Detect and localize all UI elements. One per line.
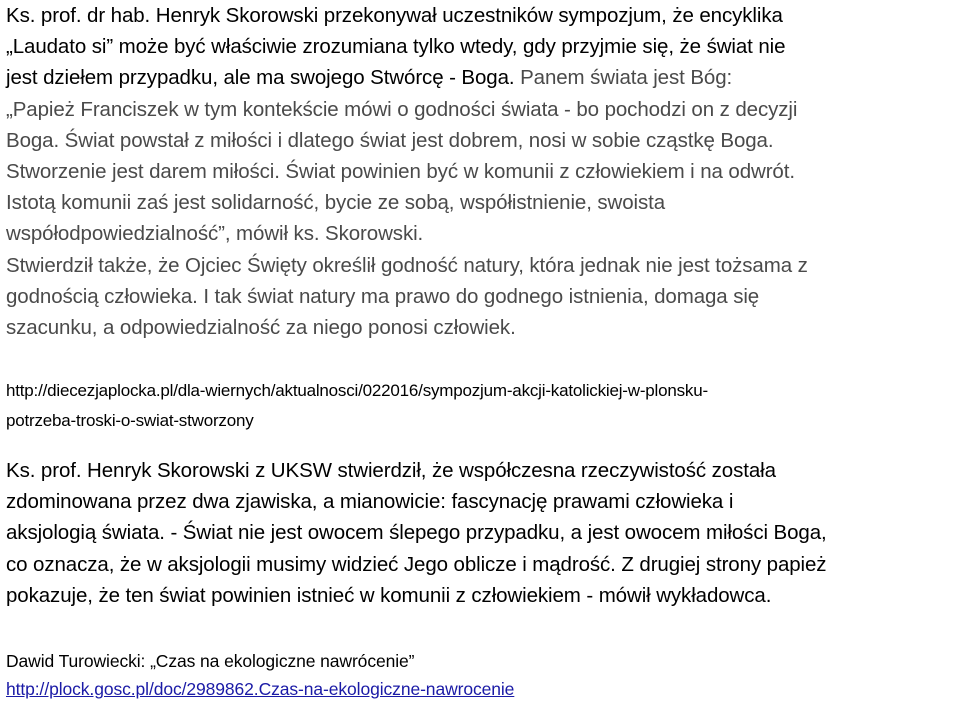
text-line: [6, 62, 808, 93]
text-line: „Laudato si” może być właściwie zrozumiana tylko wtedy, gdy przyjmie się, że świat nie: [6, 35, 786, 59]
text-line: Ks. prof. Henryk Skorowski z UKSW stwierdził, że współczesna rzeczywistość została: [6, 459, 776, 482]
text-segment-gray: Panem świata jest Bóg:: [514, 66, 733, 90]
text-segment: jest dziełem przypadku, ale ma swojego Stwórcę - Boga.: [6, 66, 515, 90]
text-line: aksjologią świata. - Świat nie jest owocem ślepego przypadku, a jest owocem miłości Boga,: [6, 521, 827, 545]
article-1-paragraph: [6, 0, 808, 343]
text-line: zdominowana przez dwa zjawiska, a mianowicie: fascynację prawami człowieka i: [6, 490, 734, 514]
text-line: Stwierdził także, że Ojciec Święty określił godność natury, która jednak nie jest tożsama z: [6, 253, 808, 277]
source-link[interactable]: http://plock.gosc.pl/doc/2989862.Czas-na-ekologiczne-nawrocenie: [6, 679, 515, 699]
text-line: potrzeba-troski-o-swiat-stworzony: [6, 411, 254, 430]
text-line: http://diecezjaplocka.pl/dla-wiernych/aktualnosci/022016/sympozjum-akcji-katolickiej-w-plonsku-: [6, 381, 708, 400]
text-line: szacunku, a odpowiedzialność za niego ponosi człowiek.: [6, 316, 516, 340]
source-1-url: [6, 376, 708, 436]
text-line: Ks. prof. dr hab. Henryk Skorowski przekonywał uczestników sympozjum, że encyklika: [6, 4, 783, 27]
text-line: co oznacza, że w aksjologii musimy widzieć Jego oblicze i mądrość. Z drugiej strony papież: [6, 552, 827, 576]
text-line: Istotą komunii zaś jest solidarność, bycie ze sobą, współistnienie, swoista: [6, 191, 666, 215]
text-line: pokazuje, że ten świat powinien istnieć w komunii z człowiekiem - mówił wykładowca.: [6, 583, 772, 607]
citation-text: Dawid Turowiecki: „Czas na ekologiczne nawrócenie”: [6, 651, 415, 671]
source-2-block: [6, 647, 514, 703]
text-line: „Papież Franciszek w tym kontekście mówi o godności świata - bo pochodzi on z decyzji: [6, 97, 798, 121]
text-line: godnością człowieka. I tak świat natury ma prawo do godnego istnienia, domaga się: [6, 284, 760, 308]
article-2-paragraph: [6, 455, 827, 611]
text-line: Stworzenie jest darem miłości. Świat powinien być w komunii z człowiekiem i na odwrót.: [6, 160, 795, 184]
text-line: Boga. Świat powstał z miłości i dlatego świat jest dobrem, nosi w sobie cząstkę Boga.: [6, 128, 774, 152]
text-line: współodpowiedzialność”, mówił ks. Skorowski.: [6, 222, 424, 246]
